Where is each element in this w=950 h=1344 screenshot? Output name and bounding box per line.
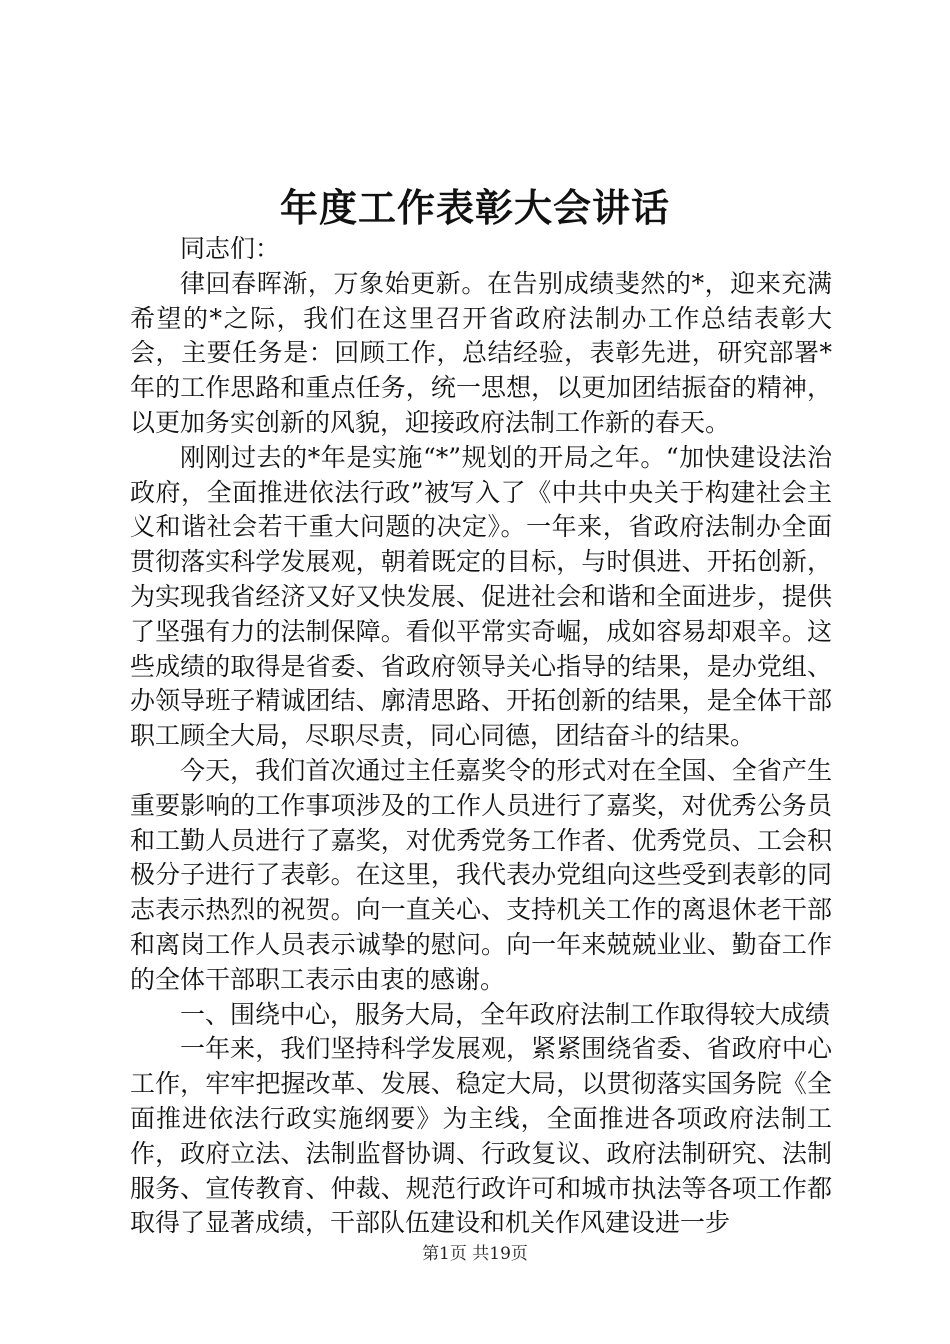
section-heading: 一、围绕中心，服务大局，全年政府法制工作取得较大成绩 — [180, 999, 831, 1029]
body-paragraph: 律回春晖渐，万象始更新。在告别成绩斐然的*，迎来充满希望的*之际，我们在这里召开省政府法制办工作总结表彰大会，主要任务是：回顾工作，总结经验，表彰先进，研究部署*年的工作思路和重点任务，统一思想，以更加团结振奋的精神，以更加务实创新的风貌，迎接政府法制工作新的春天。 — [130, 268, 832, 437]
page-number-footer: 第1页 共19页 — [422, 1244, 528, 1264]
greeting-paragraph: 同志们： — [180, 234, 281, 263]
body-paragraph: 一年来，我们坚持科学发展观，紧紧围绕省委、省政府中心工作，牢牢把握改革、发展、稳定大局，以贯彻落实国务院《全面推进依法行政实施纲要》为主线，全面推进各项政府法制工作，政府立法、法制监督协调、行政复议、政府法制研究、法制服务、宣传教育、仲裁、规范行政许可和城市执法等各项工作都取得了显著成绩，干部队伍建设和机关作风建设进一步 — [130, 1034, 832, 1238]
document-body — [130, 232, 832, 1241]
document-title: 年度工作表彰大会讲话 — [279, 185, 670, 230]
body-paragraph: 今天，我们首次通过主任嘉奖令的形式对在全国、全省产生重要影响的工作事项涉及的工作人员进行了嘉奖，对优秀公务员和工勤人员进行了嘉奖，对优秀党务工作者、优秀党员、工会积极分子进行了表彰。在这里，我代表办党组向这些受到表彰的同志表示热烈的祝贺。向一直关心、支持机关工作的离退休老干部和离岗工作人员表示诚挚的慰问。向一年来兢兢业业、勤奋工作的全体干部职工表示由衷的感谢。 — [130, 755, 832, 994]
body-paragraph: 刚刚过去的*年是实施“*”规划的开局之年。“加快建设法治政府，全面推进依法行政”被写入了《中共中央关于构建社会主义和谐社会若干重大问题的决定》。一年来，省政府法制办全面贯彻落实科学发展观，朝着既定的目标，与时俱进、开拓创新，为实现我省经济又好又快发展、促进社会和谐和全面进步，提供了坚强有力的法制保障。看似平常实奇崛，成如容易却艰辛。这些成绩的取得是省委、省政府领导关心指导的结果，是办党组、办领导班子精诚团结、廓清思路、开拓创新的结果，是全体干部职工顾全大局，尽职尽责，同心同德，团结奋斗的结果。 — [130, 442, 832, 751]
